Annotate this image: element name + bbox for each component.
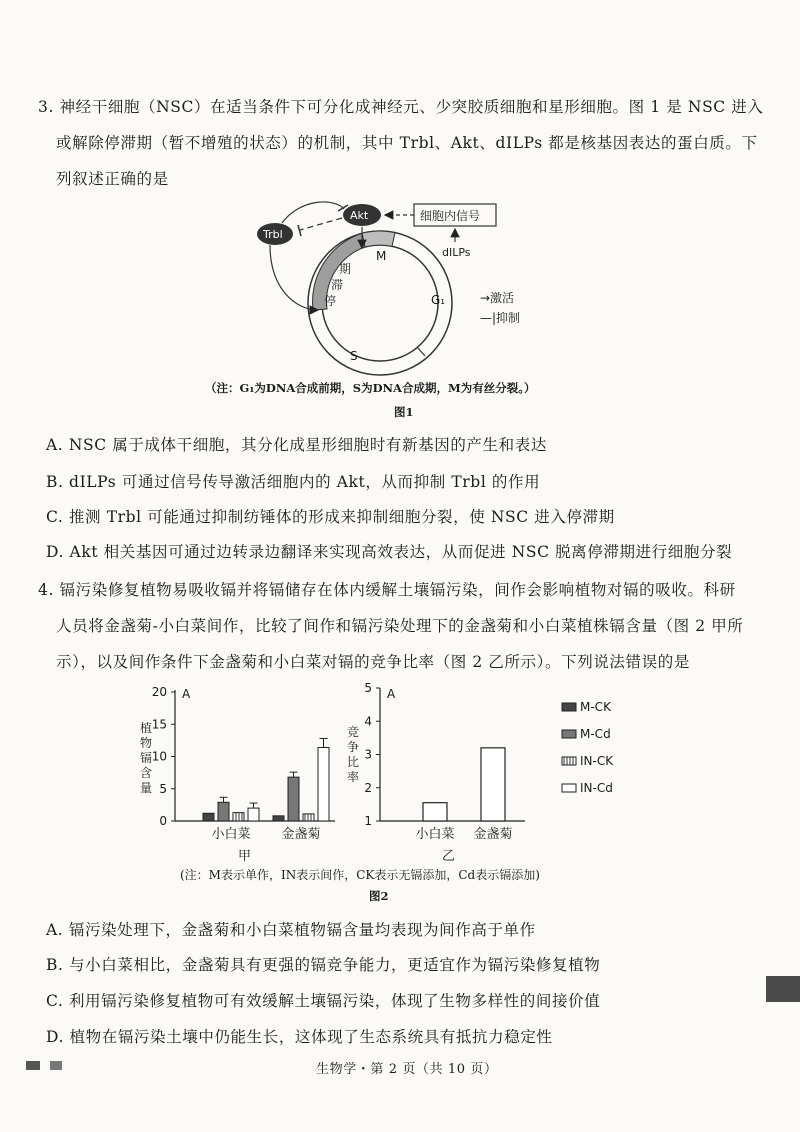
chart-yi-category-label: 金盏菊 [473,827,513,842]
q3-stem-line1: 3. 神经干细胞（NSC）在适当条件下可分化成神经元、少突胶质细胞和星形细胞。图 1 是 NSC 进入 [38,98,764,116]
q4-option-b[interactable]: B. 与小白菜相比，金盏菊具有更强的镉竞争能力，更适宜作为镉污染修复植物 [46,956,601,974]
chart-yi-ylabel-char: 竞 [347,725,360,739]
figure-1-cell-cycle [240,198,570,378]
trbl-label: Trbl [263,228,283,241]
chart-yi-ylabel-char: 率 [347,770,360,784]
chart-jia-bar-m-cd [218,802,229,821]
page-footer: 生物学・第 2 页（共 10 页） [316,1062,498,1077]
chart-yi-ylabel-char: 比 [347,755,360,769]
chart-yi-tick-label: 2 [364,780,372,795]
chart-jia-bar-in-cd [248,808,259,821]
q4-stem-line2: 人员将金盏菊-小白菜间作，比较了间作和镉污染处理下的金盏菊和小白菜植株镉含量（图 2 甲所 [56,617,744,635]
chart-yi-corner-label: A [387,687,396,701]
fig1-note: （注：G₁为DNA合成前期，S为DNA合成期，M为有丝分裂。） [205,381,536,395]
chart-jia-bar-in-ck [233,813,244,821]
print-mark-left-2 [50,1061,62,1070]
legend-label: IN-Cd [580,781,613,795]
chart-yi-tick-label: 4 [364,714,372,729]
q3-option-a[interactable]: A. NSC 属于成体干细胞，其分化成星形细胞时有新基因的产生和表达 [46,436,547,454]
chart-jia-bar-m-ck [273,816,284,821]
chart-jia-title: 甲 [238,849,252,864]
chart-jia-ylabel-char: 含 [140,766,153,780]
arrest-char-3: 停 [324,294,337,308]
legend-label: IN-CK [580,754,614,768]
q3-option-d[interactable]: D. Akt 相关基因可通过边转录边翻译来实现高效表达，从而促进 NSC 脱离停滞期进行细胞分裂 [46,543,733,561]
q4-option-c[interactable]: C. 利用镉污染修复植物可有效缓解土壤镉污染，体现了生物多样性的间接价值 [46,992,601,1010]
chart-jia-ylabel-char: 植 [140,721,153,735]
phase-s-label: S [350,349,358,363]
phase-m-segment [362,231,395,247]
chart-yi-title: 乙 [442,849,456,864]
arrest-char-1: 期 [339,262,352,276]
chart-yi-tick-label: 5 [364,681,372,695]
q4-stem-line1: 4. 镉污染修复植物易吸收镉并将镉储存在体内缓解土壤镉污染，间作会影响植物对镉的吸收。科研 [38,581,736,599]
chart-jia-category-label: 金盏菊 [281,827,321,842]
q3-option-c[interactable]: C. 推测 Trbl 可能通过抑制纺锤体的形成来抑制细胞分裂，使 NSC 进入停滞期 [46,508,615,526]
phase-m-label: M [376,249,387,263]
legend-swatch [562,730,576,738]
q4-stem-line3: 示），以及间作条件下金盏菊和小白菜对镉的竞争比率（图 2 乙所示）。下列说法错误的是 [56,653,690,671]
chart-yi-bar [423,803,447,821]
legend-label: M-Cd [580,727,611,741]
q3-stem-line3: 列叙述正确的是 [56,170,169,188]
print-mark-left [26,1061,40,1070]
chart-yi-ylabel-char: 争 [347,740,360,754]
legend-swatch [562,703,576,711]
q4-option-d[interactable]: D. 植物在镉污染土壤中仍能生长，这体现了生态系统具有抵抗力稳定性 [46,1028,553,1046]
legend-label: M-CK [580,700,611,714]
q4-option-a[interactable]: A. 镉污染处理下，金盏菊和小白菜植物镉含量均表现为间作高于单作 [46,921,536,939]
chart-jia-bar-m-ck [203,813,214,821]
q3-stem-line2: 或解除停滞期（暂不增殖的状态）的机制，其中 Trbl、Akt、dILPs 都是核基因表达的蛋白质。下 [56,134,758,152]
dilps-label: dILPs [442,246,471,259]
chart-jia-ylabel-char: 量 [140,781,153,795]
legend-inhibit: —|抑制 [480,311,521,325]
chart-jia-tick-label: 0 [159,814,167,828]
chart-jia-tick-label: 10 [151,749,167,764]
fig2-note: (注：M表示单作，IN表示间作，CK表示无镉添加，Cd表示镉添加) [180,868,540,882]
akt-label: Akt [350,209,369,222]
fig2-label: 图2 [369,889,389,903]
chart-jia-tick-label: 15 [151,717,167,732]
legend-swatch [562,757,576,765]
q3-option-b[interactable]: B. dILPs 可通过信号传导激活细胞内的 Akt，从而抑制 Trbl 的作用 [46,473,541,491]
arrest-char-2: 滞 [331,278,344,292]
scan-mark-right [766,976,800,1002]
chart-jia-ylabel-char: 镉 [140,751,153,765]
chart-yi [335,678,535,868]
chart-jia-tick-label: 20 [151,685,167,699]
signal-label: 细胞内信号 [420,209,481,223]
chart-jia [130,678,340,868]
chart-jia-tick-label: 5 [159,781,167,796]
chart-jia-legend [560,695,660,805]
chart-jia-bar-m-cd [288,777,299,821]
fig1-label: 图1 [394,405,414,419]
chart-yi-bar [481,748,505,821]
legend-swatch [562,784,576,792]
chart-jia-bar-in-cd [318,747,329,821]
chart-jia-category-label: 小白菜 [211,827,251,842]
chart-yi-category-label: 小白菜 [415,827,455,842]
chart-jia-corner-label: A [182,687,191,701]
chart-yi-tick-label: 3 [364,747,372,762]
chart-jia-bar-in-ck [303,814,314,821]
chart-yi-tick-label: 1 [364,814,372,828]
legend-activate: →激活 [480,291,515,305]
phase-g1-label: G₁ [431,293,446,307]
chart-jia-ylabel-char: 物 [140,736,153,750]
